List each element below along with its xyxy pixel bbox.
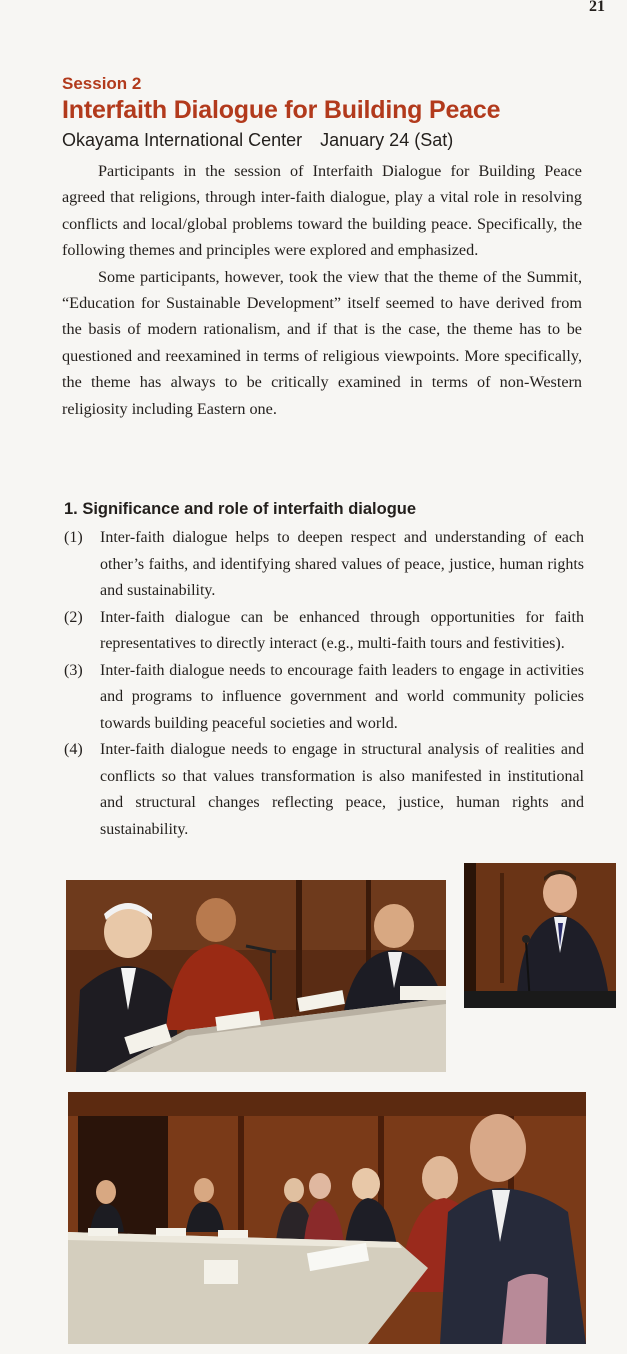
page-number: 21 — [589, 0, 605, 15]
page-title: Interfaith Dialogue for Building Peace — [62, 96, 501, 124]
session-label: Session 2 — [62, 74, 142, 93]
speaker-photo — [464, 863, 616, 1008]
list-item — [64, 658, 584, 738]
item-number: (4) — [64, 741, 83, 758]
list-item — [64, 737, 584, 843]
paragraph: Some participants, however, took the view that the theme of the Summit, “Education for Sustainable Development” itself seemed to have derived from the basis of modern rationalism, and if that is the case, the theme has to be questioned and reexamined in terms of religious viewpoints. More specifically, the theme has always to be critically examined in terms of non-Western religiosity including Eastern one. — [62, 267, 582, 418]
section-heading: 1. Significance and role of interfaith dialogue — [64, 500, 417, 518]
list-item — [64, 605, 584, 658]
list-item — [64, 525, 584, 605]
paragraph: Participants in the session of Interfaith Dialogue for Building Peace agreed that religions, through inter-faith dialogue, play a vital role in resolving conflicts and local/global problems toward the building peace. Specifically, the following themes and principles were explored and emphasized. — [62, 162, 582, 260]
intro-text — [62, 158, 582, 422]
conference-photo — [68, 1092, 586, 1344]
numbered-list — [64, 525, 584, 843]
item-text: Inter-faith dialogue needs to engage in structural analysis of realities and conflicts so that values transformation is also manifested in institutional and structural changes reflecting peace, justice, human rights and sustainability. — [100, 741, 584, 838]
venue: Okayama International Center — [62, 130, 303, 150]
item-text: Inter-faith dialogue needs to encourage faith leaders to engage in activities and programs to influence government and world community policies towards building peaceful societies and world. — [100, 661, 584, 732]
venue-line — [62, 130, 453, 151]
item-number: (1) — [64, 529, 83, 546]
item-number: (3) — [64, 661, 83, 679]
item-text: Inter-faith dialogue can be enhanced through opportunities for faith representatives to directly interact (e.g., multi-faith tours and festivities). — [100, 608, 584, 652]
panel-photo — [66, 880, 446, 1072]
item-text: Inter-faith dialogue helps to deepen respect and understanding of each other’s faiths, and identifying shared values of peace, justice, human rights and sustainability. — [100, 529, 584, 599]
date: January 24 (Sat) — [320, 130, 454, 150]
item-number: (2) — [64, 608, 83, 626]
